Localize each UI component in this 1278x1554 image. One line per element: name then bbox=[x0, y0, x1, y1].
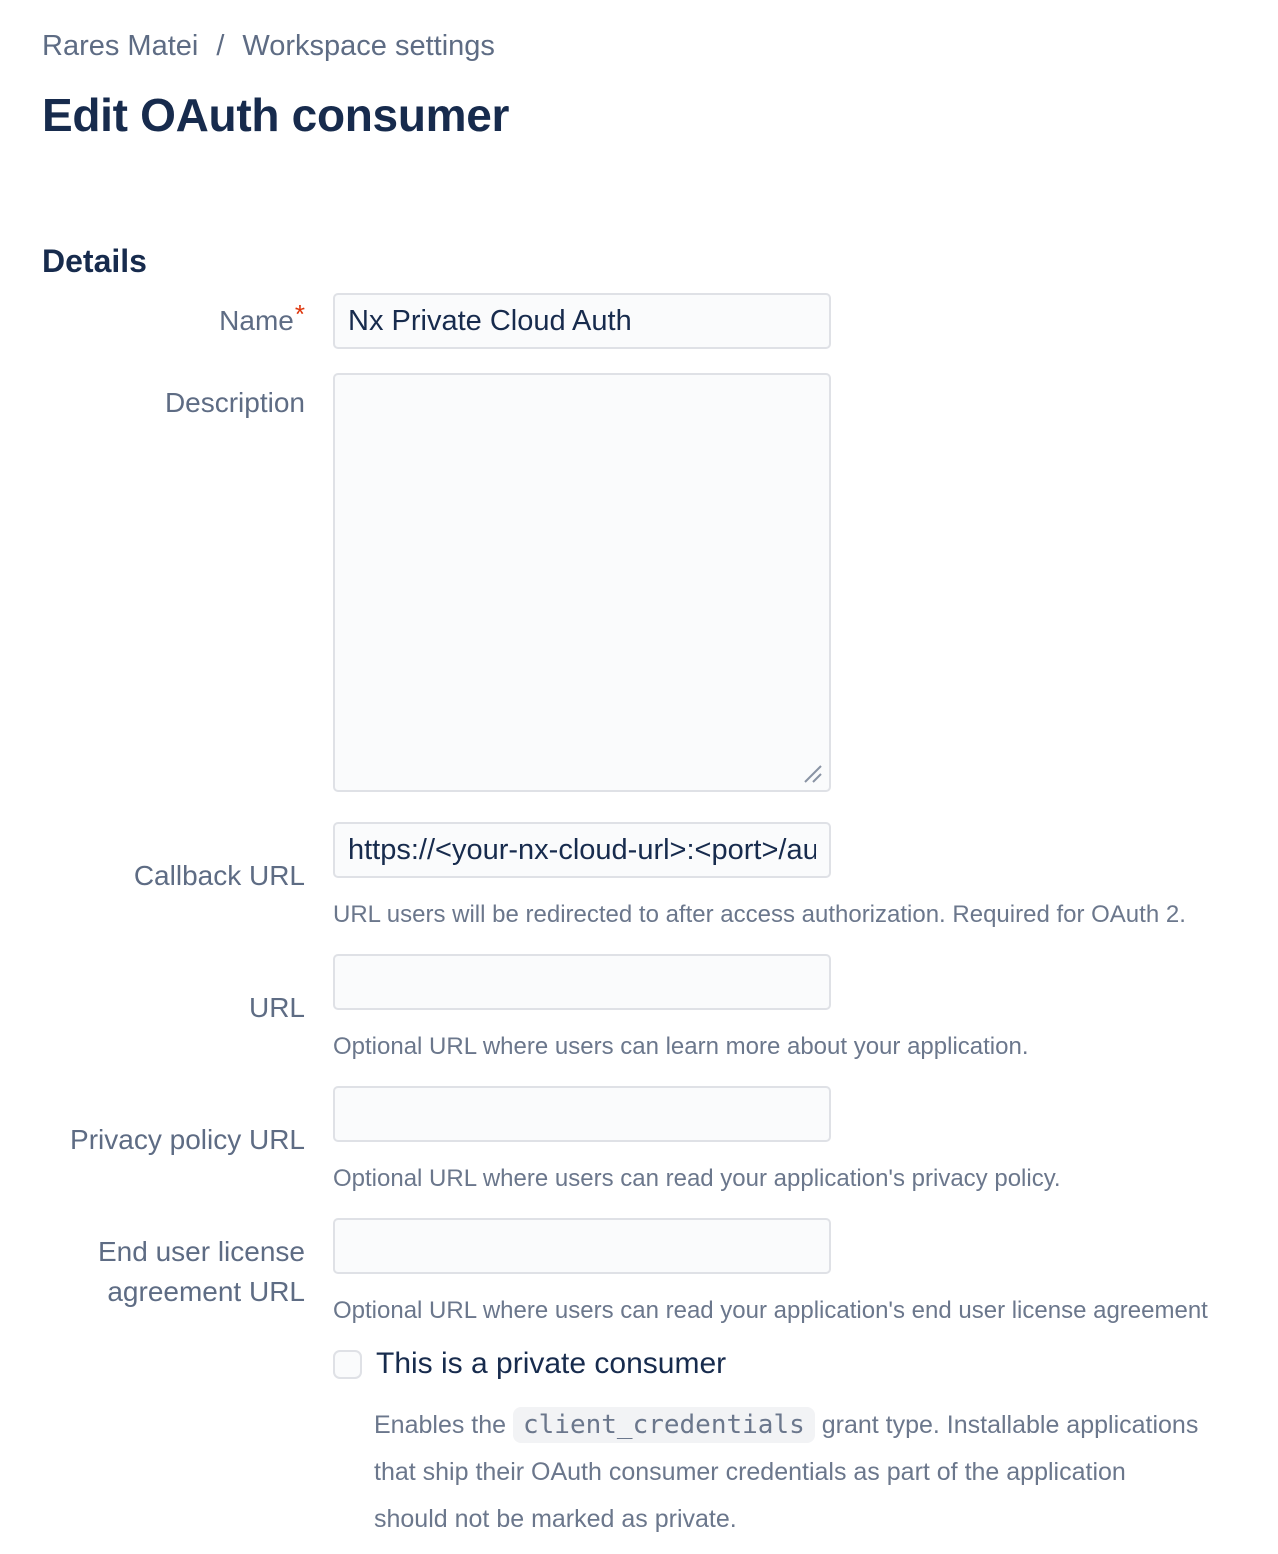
breadcrumb bbox=[42, 30, 1218, 62]
eula-url-field-row bbox=[42, 1218, 1218, 1326]
breadcrumb-workspace-settings-link[interactable]: Workspace settings bbox=[242, 30, 495, 62]
eula-url-input[interactable] bbox=[333, 1218, 831, 1274]
description-textarea[interactable] bbox=[333, 373, 831, 792]
privacy-policy-url-help-text: Optional URL where users can read your application's privacy policy. bbox=[333, 1165, 1061, 1192]
client-credentials-code-chip: client_credentials bbox=[513, 1407, 815, 1443]
private-consumer-checkbox[interactable] bbox=[333, 1350, 362, 1379]
eula-url-label: End user license agreement URL bbox=[97, 1236, 305, 1307]
private-consumer-label[interactable]: This is a private consumer bbox=[376, 1347, 727, 1380]
privacy-policy-url-label: Privacy policy URL bbox=[70, 1124, 305, 1155]
name-label bbox=[42, 301, 305, 341]
oauth-consumer-form bbox=[42, 293, 1218, 1543]
callback-url-label: Callback URL bbox=[133, 860, 305, 891]
private-consumer-row bbox=[333, 1346, 1218, 1382]
privacy-policy-url-field-row bbox=[42, 1086, 1218, 1194]
private-consumer-help-text bbox=[374, 1402, 1206, 1543]
url-field-row bbox=[42, 954, 1218, 1062]
description-field-row bbox=[42, 373, 1218, 792]
details-section-heading: Details bbox=[42, 243, 147, 279]
textarea-resize-handle[interactable] bbox=[801, 762, 823, 784]
name-input[interactable] bbox=[333, 293, 831, 349]
privacy-policy-url-input[interactable] bbox=[333, 1086, 831, 1142]
name-label-text: Name bbox=[219, 305, 294, 336]
url-label: URL bbox=[248, 992, 305, 1023]
breadcrumb-workspace-link[interactable]: Rares Matei bbox=[42, 30, 199, 62]
breadcrumb-separator: / bbox=[216, 30, 225, 62]
private-help-suffix: grant type. Installable applications that ship their OAuth consumer credentials as part of the application should not be marked as private. bbox=[374, 1411, 1199, 1533]
callback-url-help-text: URL users will be redirected to after access authorization. Required for OAuth 2. bbox=[333, 901, 1186, 928]
page-title: Edit OAuth consumer bbox=[42, 89, 510, 141]
url-input[interactable] bbox=[333, 954, 831, 1010]
eula-url-help-text: Optional URL where users can read your application's end user license agreement bbox=[333, 1297, 1208, 1324]
callback-url-input[interactable] bbox=[333, 822, 831, 878]
description-label: Description bbox=[164, 387, 305, 418]
name-field-row bbox=[42, 293, 1218, 349]
callback-url-field-row bbox=[42, 822, 1218, 930]
url-help-text: Optional URL where users can learn more about your application. bbox=[333, 1033, 1029, 1060]
private-help-prefix: Enables the bbox=[374, 1411, 513, 1439]
required-asterisk: * bbox=[294, 299, 305, 329]
